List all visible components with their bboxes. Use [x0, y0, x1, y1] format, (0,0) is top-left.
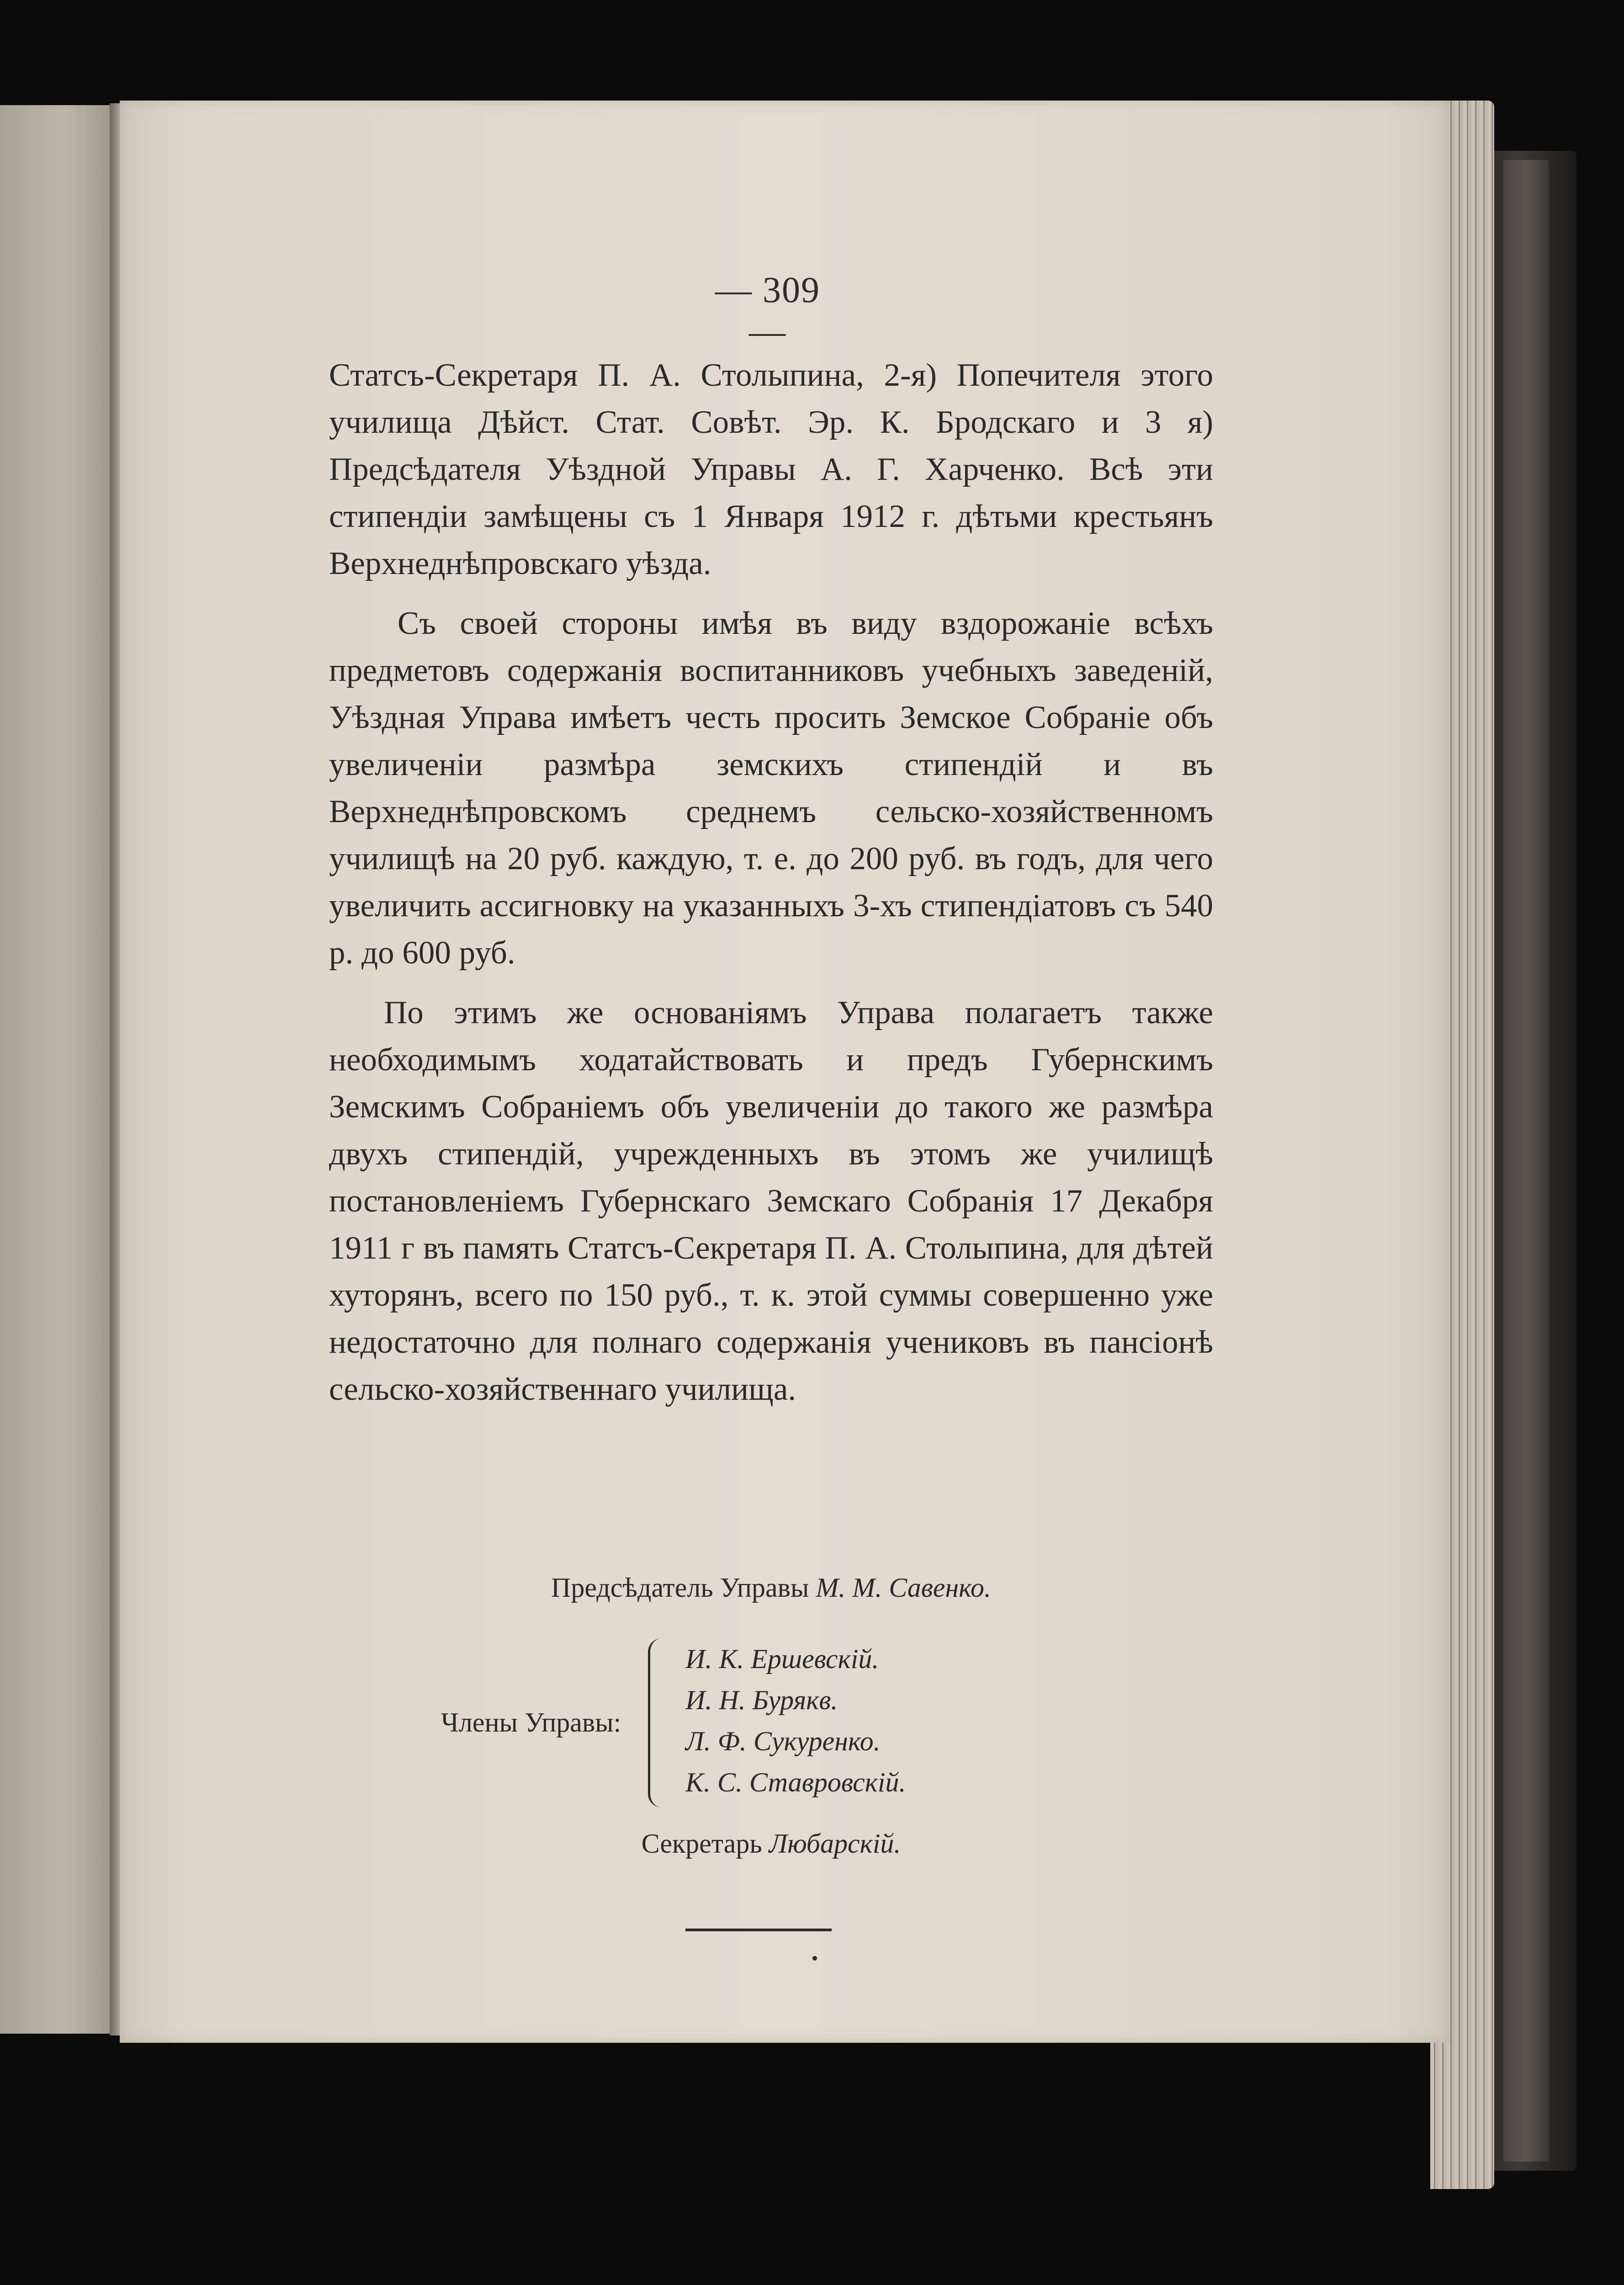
- members-label: Члены Управы:: [441, 1707, 621, 1738]
- facing-left-page: [0, 105, 117, 2034]
- body-text: [329, 352, 1213, 1413]
- paragraph-2: Съ своей стороны имѣя въ виду вздорожаніе всѣхъ предметовъ содержанія воспитанниковъ учебныхъ заведеній, Уѣздная Управа имѣетъ честь просить Земское Собраніе объ увеличеніи размѣра земскихъ стипендій и въ Верхнеднѣпровскомъ среднемъ сельско-хозяйственномъ училищѣ на 20 руб. каждую, т. е. до 200 руб. въ годъ, для чего увеличить ассигновку на указанныхъ 3-хъ стипендіатовъ съ 540 р. до 600 руб.: [329, 606, 1213, 971]
- closing-rule: [685, 1929, 832, 1931]
- secretary-signature: [329, 1828, 1213, 1860]
- members-brace: [648, 1638, 669, 1807]
- chairman-name: М. М. Савенко.: [816, 1573, 991, 1603]
- member-name: И. К. Ершевскій.: [685, 1644, 879, 1674]
- chairman-signature: [329, 1572, 1213, 1604]
- secretary-name: Любарскій.: [769, 1828, 901, 1859]
- paragraph-1: Статсъ-Секретаря П. А. Столыпина, 2-я) Попечителя этого училища Дѣйст. Стат. Совѣт. Эр. К. Бродскаго и 3 я) Предсѣдателя Уѣздной Управы А. Г. Харченко. Всѣ эти стипендіи замѣщены съ 1 Января 1912 г. дѣтьми крестьянъ Верхнеднѣпровскаго уѣзда.: [329, 357, 1213, 581]
- member-name: К. С. Ставровскій.: [685, 1767, 906, 1797]
- member-name: Л. Ф. Сукуренко.: [685, 1726, 881, 1756]
- closing-dot: [812, 1956, 817, 1961]
- member-name: И. Н. Бурякв.: [685, 1685, 838, 1715]
- paragraph-3: По этимъ же основаніямъ Управа полагаетъ также необходимымъ ходатайствовать и предъ Губернскимъ Земскимъ Собраніемъ объ увеличеніи до такого же размѣра двухъ стипендій, учрежденныхъ въ этомъ же училищѣ постановленіемъ Губернскаго Земскаго Собранія 17 Декабря 1911 г въ память Статсъ-Секретаря П. А. Столыпина, для дѣтей хуторянъ, всего по 150 руб., т. к. этой суммы совершенно уже недостаточно для полнаго содержанія учениковъ въ пансіонѣ сельско-хозяйственнаго училища.: [329, 995, 1213, 1407]
- book-cover-inner: [1503, 160, 1549, 2162]
- secretary-title: Секретарь: [641, 1828, 762, 1859]
- chairman-title: Предсѣдатель Управы: [551, 1573, 809, 1603]
- page-number: — 309 —: [715, 270, 820, 352]
- members-list: [685, 1638, 906, 1803]
